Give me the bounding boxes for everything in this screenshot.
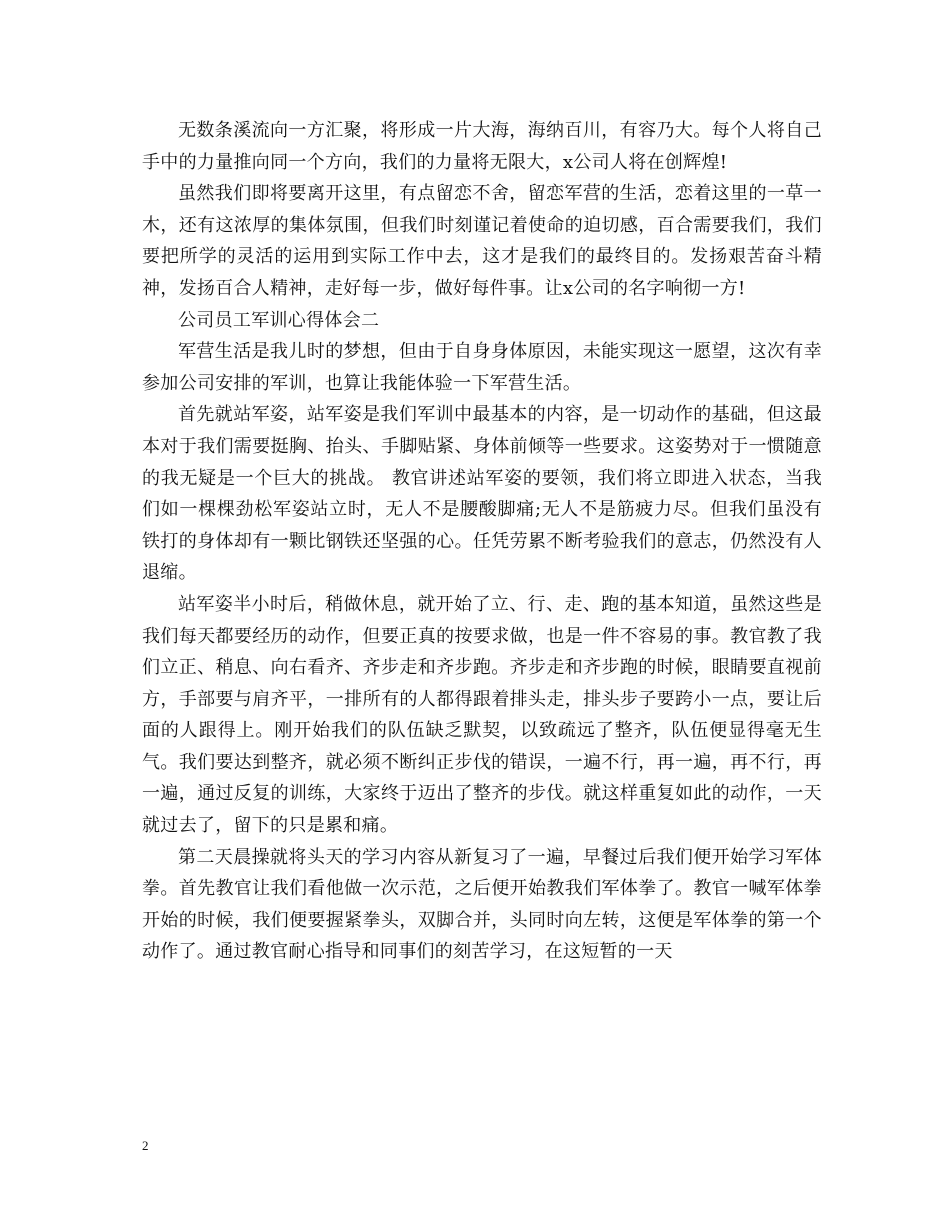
paragraph-1: 无数条溪流向一方汇聚，将形成一片大海，海纳百川，有容乃大。每个人将自己手中的力量推向同一个方向，我们的力量将无限大，x公司人将在创辉煌! bbox=[142, 120, 822, 173]
paragraph-5: 站军姿半小时后，稍做休息，就开始了立、行、走、跑的基本知道，虽然这些是我们每天都要经历的动作，但要正真的按要求做，也是一件不容易的事。教官教了我们立正、稍息、向右看齐、齐步走和齐步跑。齐步走和齐步跑的时候，眼睛要直视前方，手部要与肩齐平，一排所有的人都得跟着排头走，排头步子要跨小一点，要让后面的人跟得上。刚开始我们的队伍缺乏默契，以致疏远了整齐，队伍便显得毫无生气。我们要达到整齐，就必须不断纠正步伐的错误，一遍不行，再一遍，再不行，再一遍，通过反复的训练，大家终于迈出了整齐的步伐。就这样重复如此的动作，一天就过去了，留下的只是累和痛。 bbox=[142, 593, 822, 837]
paragraph-2: 虽然我们即将要离开这里，有点留恋不舍，留恋军营的生活，恋着这里的一草一木，还有这浓厚的集体氛围，但我们时刻谨记着使命的迫切感，百合需要我们，我们要把所学的灵活的运用到实际工作中去，这才是我们的最终目的。发扬艰苦奋斗精神，发扬百合人精神，走好每一步，做好每件事。让x公司的名字响彻一方! bbox=[142, 183, 822, 299]
paragraph-3: 军营生活是我儿时的梦想，但由于自身身体原因，未能实现这一愿望，这次有幸参加公司安排的军训，也算让我能体验一下军营生活。 bbox=[142, 341, 822, 394]
section-heading: 公司员工军训心得体会二 bbox=[178, 309, 380, 331]
document-body bbox=[142, 115, 822, 968]
paragraph-4: 首先就站军姿，站军姿是我们军训中最基本的内容，是一切动作的基础，但这最本对于我们需要挺胸、抬头、手脚贴紧、身体前倾等一些要求。这姿势对于一惯随意的我无疑是一个巨大的挑战。 教官讲述站军姿的要领，我们将立即进入状态，当我们如一棵棵劲松军姿站立时，无人不是腰酸脚痛;无人不是筋疲力尽。但我们虽没有铁打的身体却有一颗比钢铁还坚强的心。任凭劳累不断考验我们的意志，仍然没有人退缩。 bbox=[142, 404, 822, 584]
paragraph-6: 第二天晨操就将头天的学习内容从新复习了一遍，早餐过后我们便开始学习军体拳。首先教官让我们看他做一次示范，之后便开始教我们军体拳了。教官一喊军体拳开始的时候，我们便要握紧拳头，双脚合并，头同时向左转，这便是军体拳的第一个动作了。通过教官耐心指导和同事们的刻苦学习，在这短暂的一天 bbox=[142, 846, 822, 963]
page-number: 2 bbox=[142, 1138, 149, 1153]
